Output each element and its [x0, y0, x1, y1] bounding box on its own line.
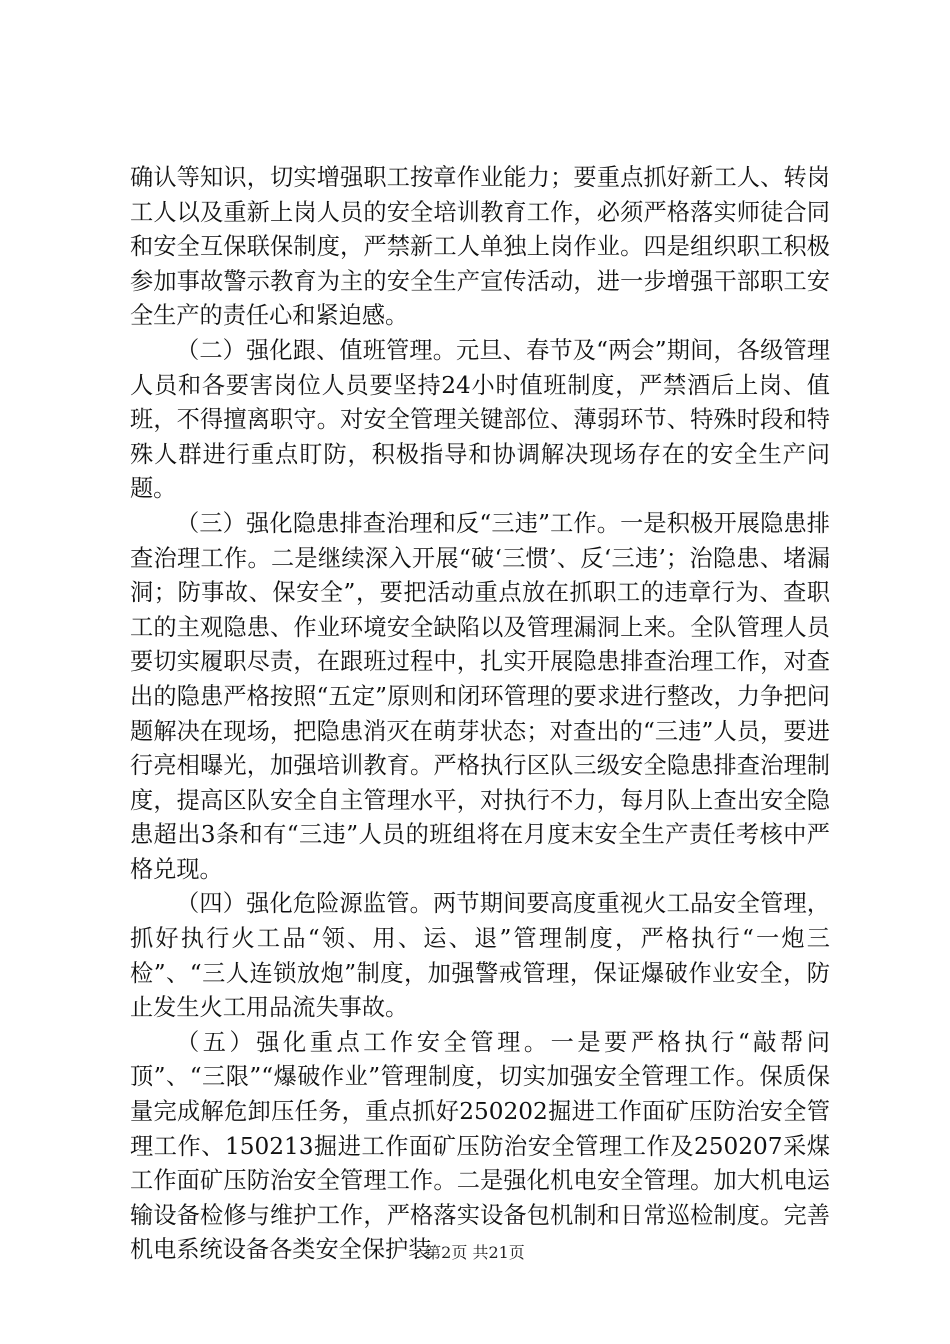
page-footer: 第2页 共21页 — [425, 1243, 525, 1262]
paragraph-section-3: （三）强化隐患排查治理和反“三违”工作。一是积极开展隐患排查治理工作。二是继续深入开展“破‘三惯’、反‘三违’；治隐患、堵漏洞；防事故、保安全”，要把活动重点放在抓职工的违章行为、查职工的主观隐患、作业环境安全缺陷以及管理漏洞上来。全队管理人员要切实履职尽责，在跟班过程中，扎实开展隐患排查治理工作，对查出的隐患严格按照“五定”原则和闭环管理的要求进行整改，力争把问题解决在现场，把隐患消灭在萌芽状态；对查出的“三违”人员，要进行亮相曝光，加强培训教育。严格执行区队三级安全隐患排查治理制度，提高区队安全自主管理水平，对执行不力，每月队上查出安全隐患超出3条和有“三违”人员的班组将在月度末安全生产责任考核中严格兑现。 — [130, 509, 830, 883]
paragraph-continued: 确认等知识，切实增强职工按章作业能力；要重点抓好新工人、转岗工人以及重新上岗人员的安全培训教育工作，必须严格落实师徒合同和安全互保联保制度，严禁新工人单独上岗作业。四是组织职工积极参加事故警示教育为主的安全生产宣传活动，进一步增强干部职工安全生产的责任心和紧迫感。 — [130, 164, 830, 330]
paragraph-section-5: （五）强化重点工作安全管理。一是要严格执行“敲帮问顶”、“三限”“爆破作业”管理制度，切实加强安全管理工作。保质保量完成解危卸压任务，重点抓好250202掘进工作面矿压防治安全管理工作、150213掘进工作面矿压防治安全管理工作及250207采煤工作面矿压防治安全管理工作。二是强化机电安全管理。加大机电运输设备检修与维护工作，严格落实设备包机制和日常巡检制度。完善机电系统设备各类安全保护装 — [130, 1028, 830, 1264]
document-body — [130, 161, 830, 1268]
paragraph-section-2: （二）强化跟、值班管理。元旦、春节及“两会”期间，各级管理人员和各要害岗位人员要坚持24小时值班制度，严禁酒后上岗、值班，不得擅离职守。对安全管理关键部位、薄弱环节、特殊时段和特殊人群进行重点盯防，积极指导和协调解决现场存在的安全生产问题。 — [130, 336, 830, 503]
paragraph-section-4: （四）强化危险源监管。两节期间要高度重视火工品安全管理，抓好执行火工品“领、用、运、退”管理制度，严格执行“一炮三检”、“三人连锁放炮”制度，加强警戒管理，保证爆破作业安全，防止发生火工用品流失事故。 — [130, 890, 830, 1022]
